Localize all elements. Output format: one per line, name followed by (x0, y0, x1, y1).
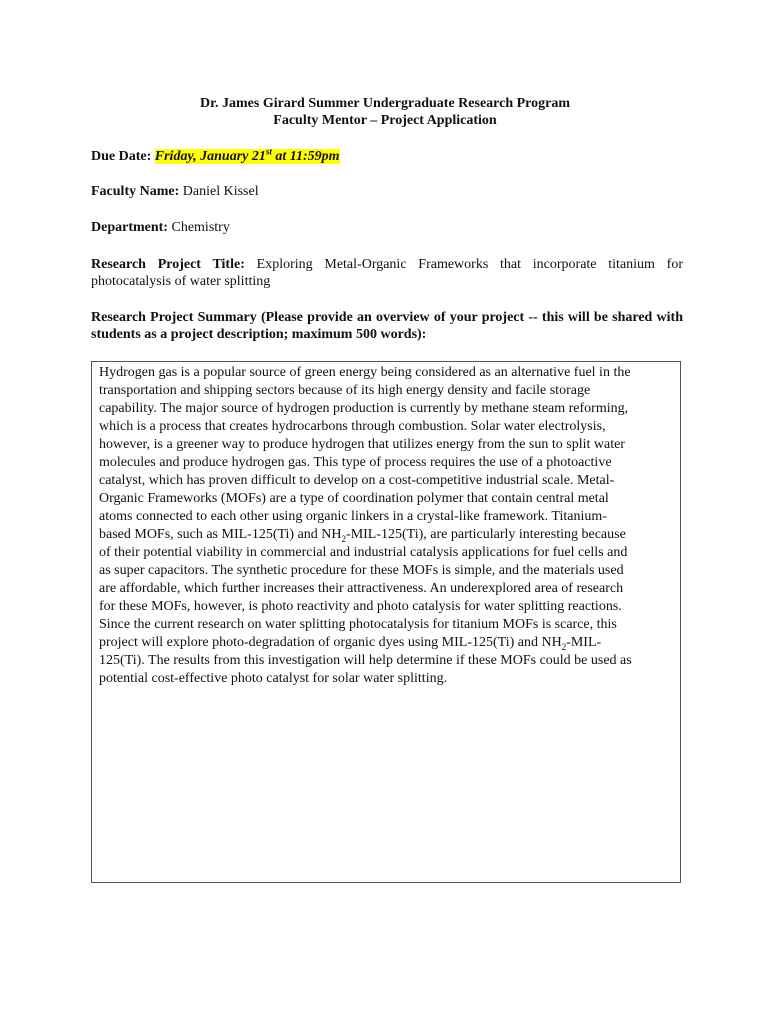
summary-label: Research Project Summary (Please provide an overview of your project -- this will be shared with students as a project description; maximum 500 words): (91, 310, 683, 342)
department-label: Department: (91, 220, 168, 235)
summary-text (99, 364, 673, 688)
faculty-name-value: Daniel Kissel (182, 184, 259, 199)
summary-text-part3: -MIL- 125(Ti). The results from this investigation will help determine if these MOFs could be used as potential cost-effective photo catalyst for solar water splitting. (99, 635, 632, 686)
due-date-ordinal: st (265, 146, 272, 157)
project-title-row (91, 256, 683, 290)
form-title: Faculty Mentor – Project Application (273, 113, 497, 128)
department-value: Chemistry (171, 220, 230, 235)
due-date-day: Friday, January 21 (154, 149, 266, 164)
project-title-label: Research Project Title: (91, 257, 245, 272)
department-row (91, 219, 683, 236)
project-title-value: Exploring Metal-Organic Frameworks that incorporate titanium for photocatalysis of water splitting (91, 257, 684, 289)
due-date-label: Due Date: (91, 149, 152, 164)
summary-text-part2: -MIL-125(Ti), are particularly interesting because of their potential viability in commercial and industrial catalysis applications for fuel cells and as super capacitors. The synthetic procedure for these MOFs is simple, and the materials used are affordable, which further increases their attractiveness. An underexplored area of research for these MOFs, however, is photo reactivity and photo catalysis for water splitting reactions. Since the current research on water splitting photocatalysis for titanium MOFs is scarce, this project will explore photo-degradation of organic dyes using MIL-125(Ti) and NH (99, 527, 628, 650)
due-date-row (91, 148, 683, 165)
faculty-name-label: Faculty Name: (91, 184, 180, 199)
due-date-value (154, 146, 340, 164)
program-title: Dr. James Girard Summer Undergraduate Research Program (199, 96, 571, 111)
due-date-time: at 11:59pm (271, 149, 340, 164)
subscript-2: 2 (341, 533, 347, 544)
faculty-name-row (91, 183, 683, 200)
subscript-2: 2 (561, 641, 567, 652)
summary-text-box[interactable] (91, 361, 681, 883)
document-header (0, 95, 770, 129)
summary-text-part1: Hydrogen gas is a popular source of green energy being considered as an alternative fuel in the transportation and shipping sectors because of its high energy density and facile storage capability. The major source of hydrogen production is currently by methane steam reforming, which is a process that creates hydrocarbons through combustion. Solar water electrolysis, however, is a greener way to produce hydrogen that utilizes energy from the sun to split water molecules and produce hydrogen gas. This type of process requires the use of a photoactive catalyst, which has proven difficult to develop on a cost-competitive industrial scale. Metal- Organic Frameworks (MOFs) are a type of coordination polymer that contain central metal atoms connected to each other using organic linkers in a crystal-like framework. Titanium- based MOFs, such as MIL-125(Ti) and NH (99, 365, 631, 542)
